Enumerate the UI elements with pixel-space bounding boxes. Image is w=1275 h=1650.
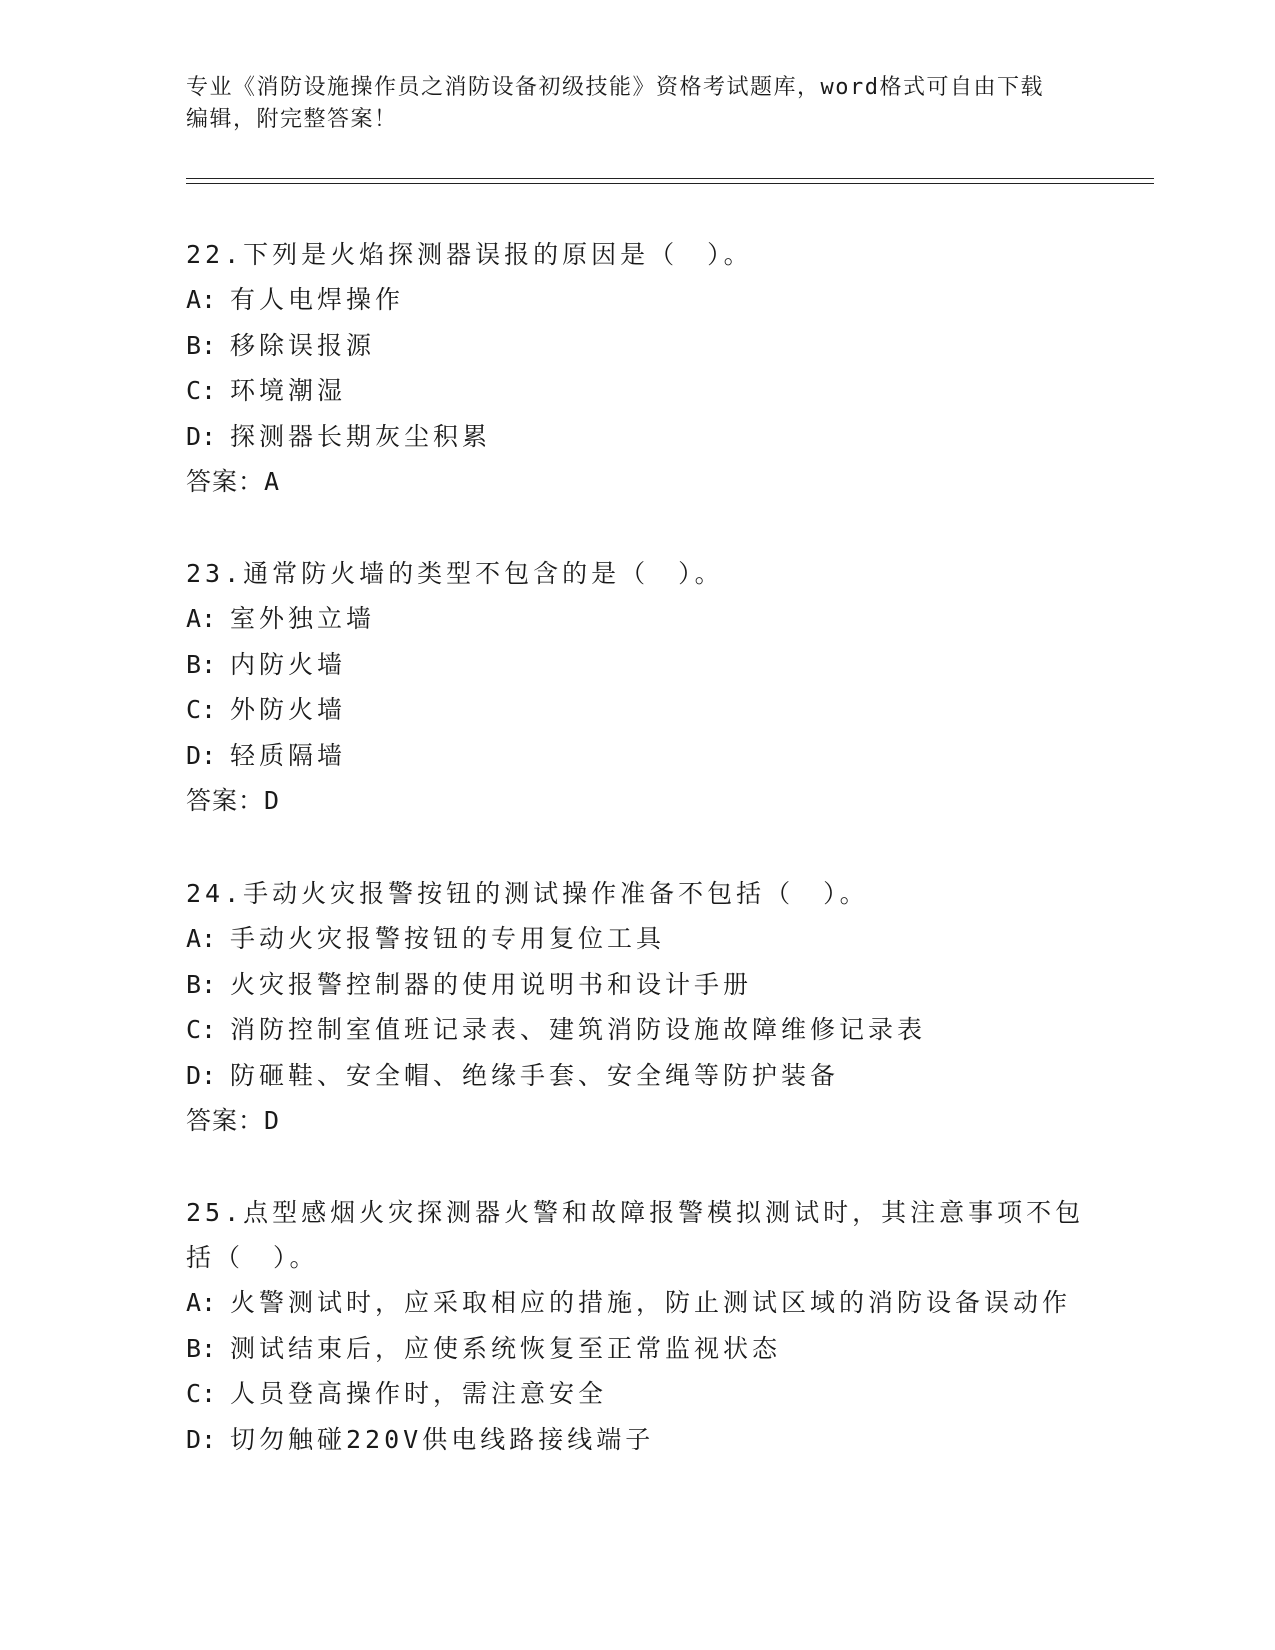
option-key: A: [186,604,217,633]
option-text: 室外独立墙 [230,604,376,633]
option-key: B: [186,649,217,679]
option-key: D: [186,421,217,451]
question-25 [186,1190,1086,1462]
answer-line [186,459,1086,504]
answer-line [186,1098,1086,1143]
option-a [186,916,1086,962]
option-key: C: [186,1379,217,1408]
answer-label: 答案： [186,467,265,496]
option-a [186,596,1086,642]
option-text: 移除误报源 [230,330,376,360]
option-d [186,733,1086,779]
header-divider-top [186,178,1154,179]
option-key: C: [186,376,217,405]
option-text: 测试结束后，应使系统恢复至正常监视状态 [230,1333,782,1363]
document-header: 专业《消防设施操作员之消防设备初级技能》资格考试题库，word格式可自由下载编辑，附完整答案！ [186,75,1044,132]
option-key: B: [186,330,217,360]
option-key: A: [186,924,217,953]
option-d [186,1053,1086,1099]
option-b [186,642,1086,688]
answer-label: 答案： [186,786,265,815]
header-divider-bottom [186,183,1154,184]
option-text: 火警测试时，应采取相应的措施，防止测试区域的消防设备误动作 [230,1288,1072,1317]
answer-value: D [264,786,280,815]
answer-label: 答案： [186,1106,265,1135]
option-key: D: [186,1424,217,1454]
option-text: 有人电焊操作 [230,285,405,314]
question-23 [186,551,1086,823]
option-b [186,323,1086,369]
answer-value: D [264,1106,280,1135]
option-key: B: [186,1333,217,1363]
option-a [186,277,1086,323]
answer-line [186,778,1086,823]
option-key: B: [186,969,217,999]
option-text: 切勿触碰220V供电线路接线端子 [230,1424,655,1454]
option-text: 人员登高操作时，需注意安全 [230,1379,608,1408]
option-key: C: [186,695,217,724]
option-text: 消防控制室值班记录表、建筑消防设施故障维修记录表 [230,1015,927,1044]
option-text: 环境潮湿 [230,376,347,405]
option-text: 手动火灾报警按钮的专用复位工具 [230,924,666,953]
option-d [186,414,1086,460]
option-c [186,1007,1086,1053]
option-c [186,1371,1086,1417]
answer-value: A [264,467,280,496]
option-key: D: [186,1060,217,1090]
option-key: C: [186,1015,217,1044]
option-d [186,1417,1086,1463]
question-stem: 24.手动火灾报警按钮的测试操作准备不包括（ ）。 [186,879,869,908]
option-a [186,1280,1086,1326]
option-c [186,687,1086,733]
option-text: 火灾报警控制器的使用说明书和设计手册 [230,969,753,999]
question-stem: 25.点型感烟火灾探测器火警和故障报警模拟测试时，其注意事项不包括（ ）。 [186,1198,1085,1272]
option-key: A: [186,285,217,314]
option-b [186,1326,1086,1372]
option-text: 防砸鞋、安全帽、绝缘手套、安全绳等防护装备 [230,1060,840,1090]
option-key: D: [186,740,217,770]
option-text: 轻质隔墙 [230,740,347,770]
question-stem: 22.下列是火焰探测器误报的原因是（ ）。 [186,240,753,269]
option-text: 内防火墙 [230,649,347,679]
question-24 [186,871,1086,1143]
option-text: 探测器长期灰尘积累 [230,421,492,451]
option-b [186,962,1086,1008]
option-c [186,368,1086,414]
option-text: 外防火墙 [230,695,347,724]
question-stem: 23.通常防火墙的类型不包含的是（ ）。 [186,559,724,588]
option-key: A: [186,1288,217,1317]
question-22 [186,232,1086,504]
